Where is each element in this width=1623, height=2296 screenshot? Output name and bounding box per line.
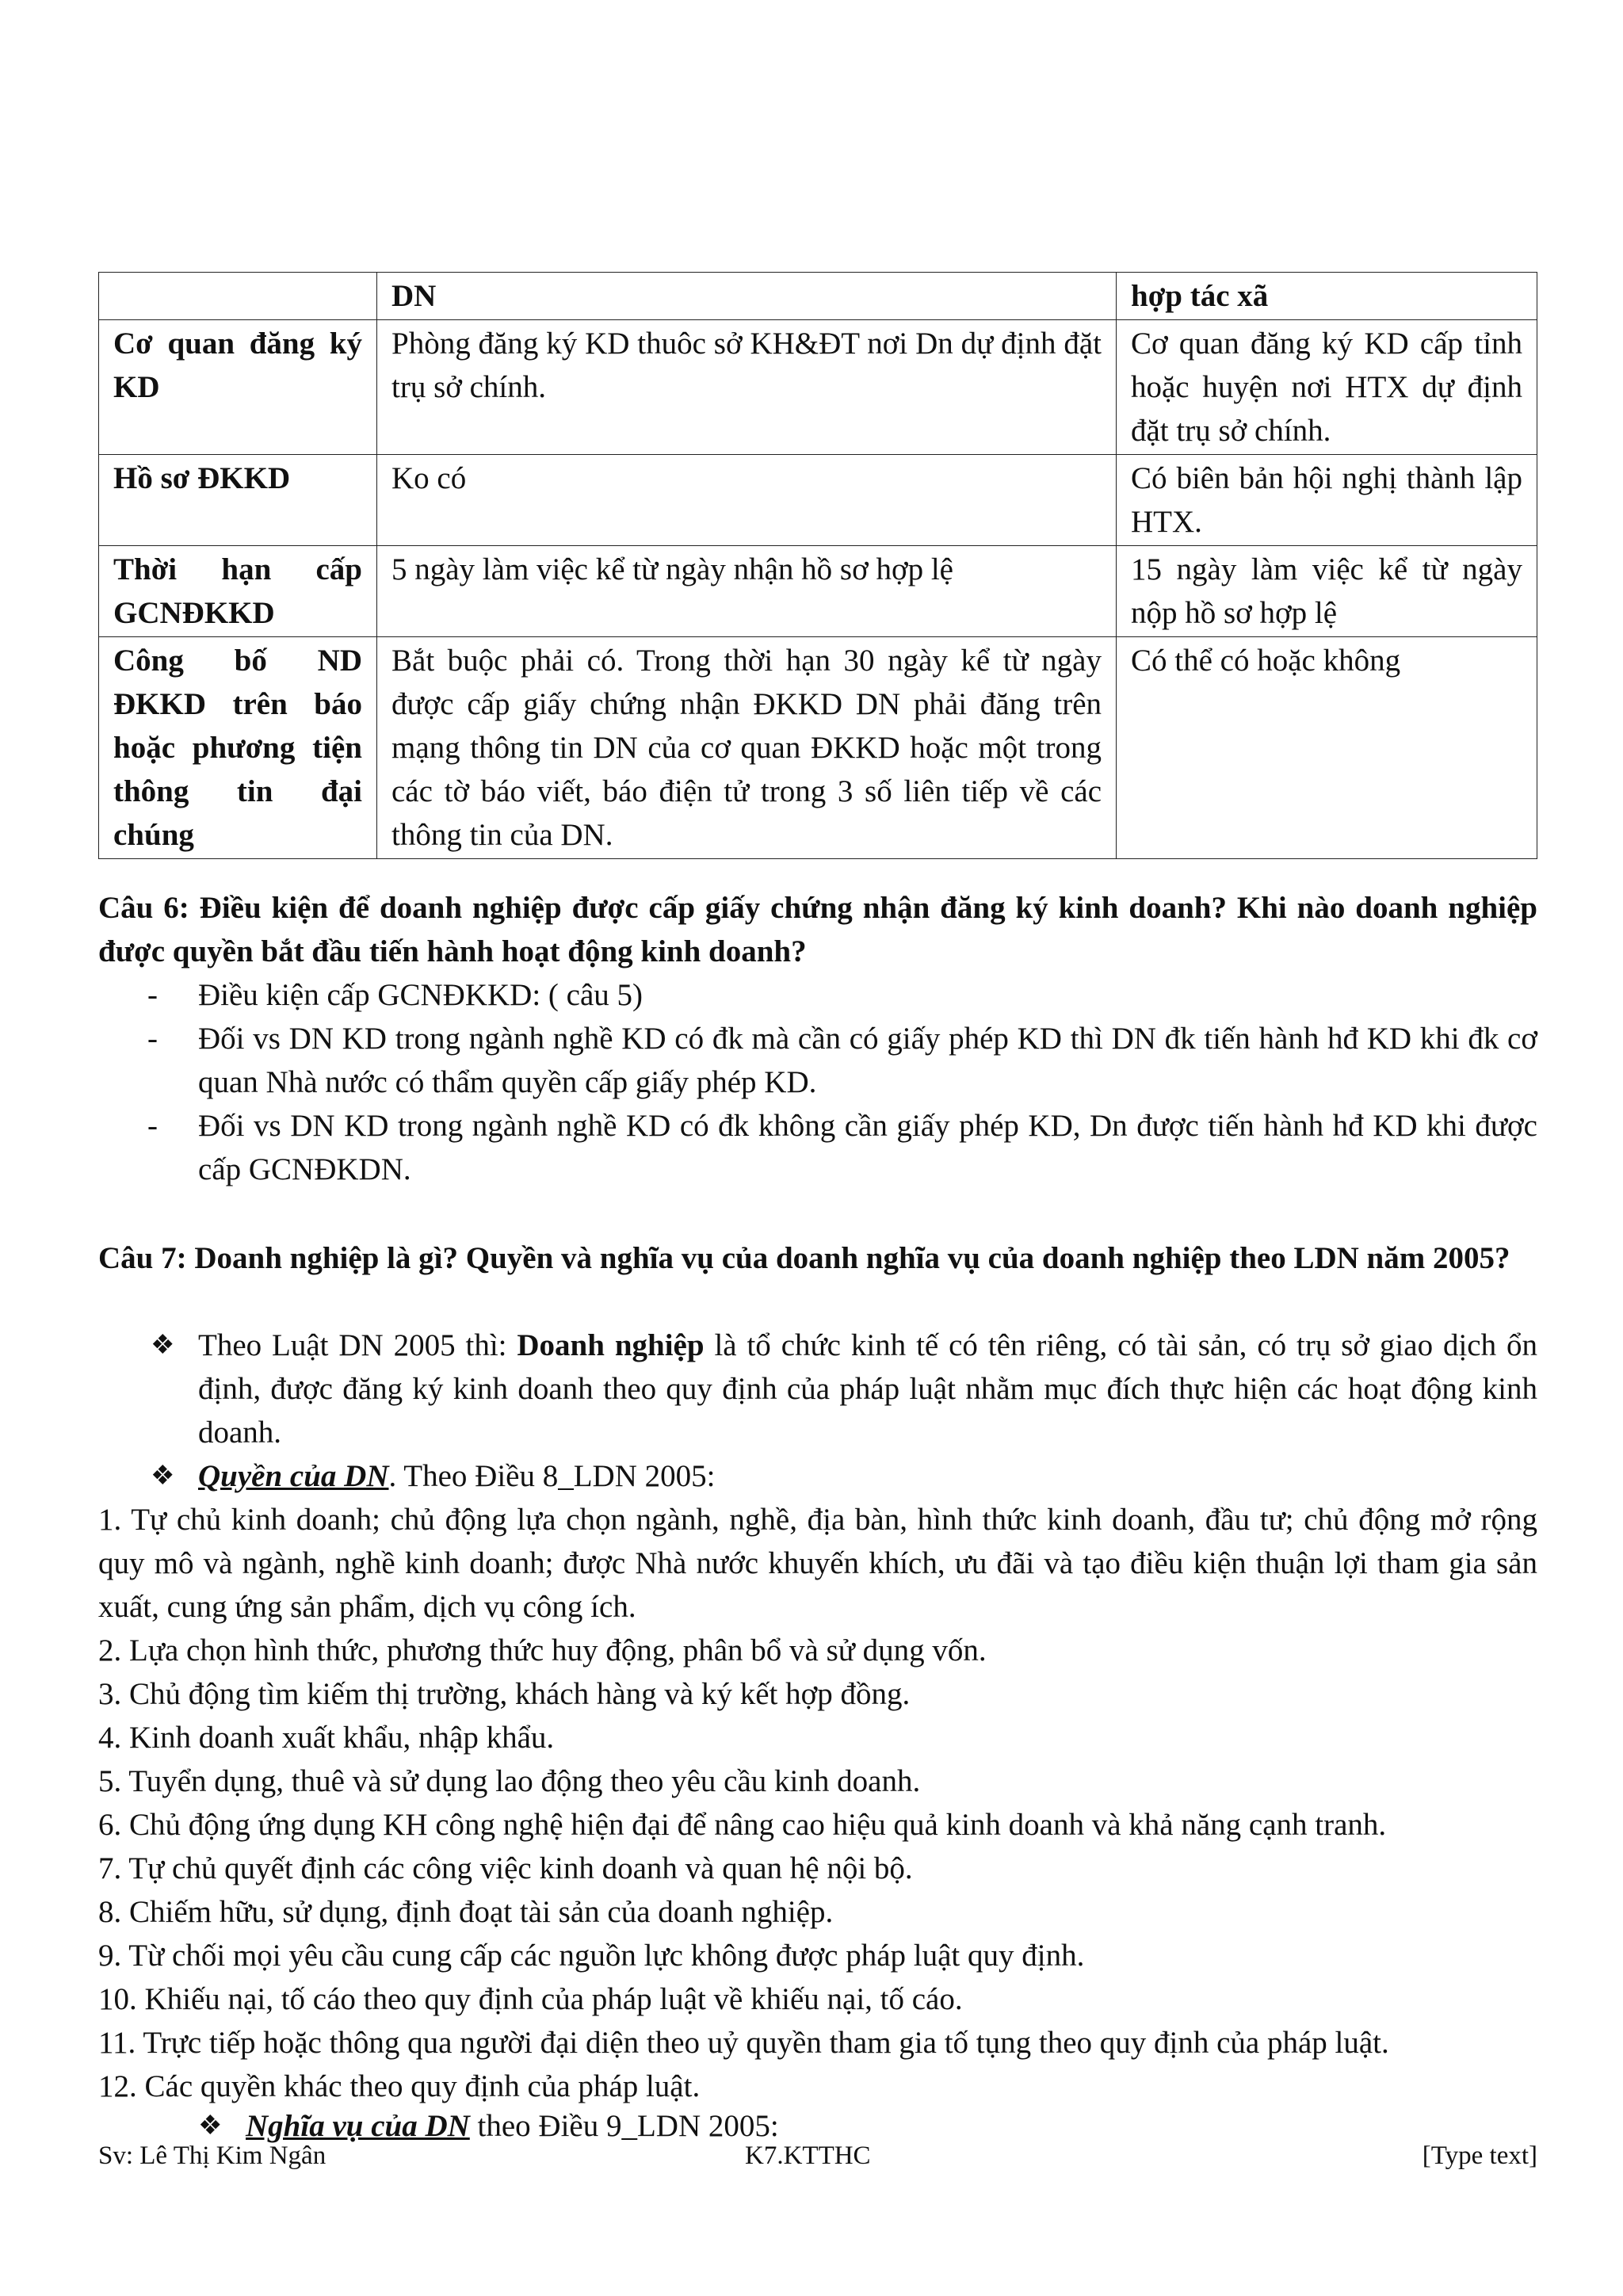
- rights-item: 7. Tự chủ quyết định các công việc kinh doanh và quan hệ nội bộ.: [98, 1851, 913, 1885]
- list-item: Đối vs DN KD trong ngành nghề KD có đk không cần giấy phép KD, Dn được tiến hành hđ KD khi được cấp GCNĐKDN.: [198, 1109, 1537, 1186]
- row-htx-cell: 15 ngày làm việc kể từ ngày nộp hồ sơ hợp lệ: [1117, 546, 1537, 637]
- duties-title: Nghĩa vụ của DN: [246, 2109, 470, 2143]
- footer-placeholder: [Type text]: [1422, 2141, 1537, 2170]
- list-item: Đối vs DN KD trong ngành nghề KD có đk mà cần có giấy phép KD thì DN đk tiến hành hđ KD khi đk cơ quan Nhà nước có thẩm quyền cấp giấy phép KD.: [198, 1022, 1537, 1099]
- row-label: Hồ sơ ĐKKD: [99, 455, 377, 546]
- rights-item: 1. Tự chủ kinh doanh; chủ động lựa chọn ngành, nghề, địa bàn, hình thức kinh doanh, đầu tư; chủ động mở rộng quy mô và ngành, nghề kinh doanh; được Nhà nước khuyến khích, ưu đãi và tạo điều kiện thuận lợi tham gia sản xuất, cung ứng sản phẩm, dịch vụ công ích.: [98, 1503, 1537, 1624]
- rights-item: 3. Chủ động tìm kiếm thị trường, khách hàng và ký kết hợp đồng.: [98, 1677, 911, 1711]
- dash-bullet: -: [147, 1109, 158, 1143]
- comparison-table: [98, 272, 1537, 859]
- rights-item: 10. Khiếu nại, tố cáo theo quy định của pháp luật về khiếu nại, tố cáo.: [98, 1982, 963, 2016]
- table-row: [99, 546, 1537, 637]
- row-dn-cell: Bắt buộc phải có. Trong thời hạn 30 ngày kể từ ngày được cấp giấy chứng nhận ĐKKD DN phải đăng trên mạng thông tin DN của cơ quan ĐKKD hoặc một trong các tờ báo viết, báo điện tử trong 3 số liên tiếp về các thông tin của DN.: [377, 637, 1117, 859]
- row-label: Công bố ND ĐKKD trên báo hoặc phương tiện thông tin đại chúng: [99, 637, 377, 859]
- dash-bullet: -: [147, 978, 158, 1012]
- definition-text: là tổ chức kinh tế có tên riêng, có tài sản, có trụ sở giao dịch ổn định, được đăng ký kinh doanh theo quy định của pháp luật nhằm mục đích thực hiện các hoạt động kinh doanh.: [198, 1328, 1537, 1450]
- question-7-heading: Câu 7: Doanh nghiệp là gì? Quyền và nghĩa vụ của doanh nghĩa vụ của doanh nghiệp theo LDN năm 2005?: [98, 1241, 1510, 1275]
- row-htx-cell: Có thể có hoặc không: [1117, 637, 1537, 859]
- table-header-cell-htx: hợp tác xã: [1117, 273, 1537, 320]
- diamond-bullet-icon: ❖: [198, 2111, 223, 2141]
- row-dn-cell: Phòng đăng ký KD thuôc sở KH&ĐT nơi Dn dự định đặt trụ sở chính.: [377, 320, 1117, 455]
- definition-prefix: Theo Luật DN 2005 thì:: [198, 1328, 517, 1362]
- definition-term: Doanh nghiệp: [517, 1328, 705, 1362]
- rights-item: 6. Chủ động ứng dụng KH công nghệ hiện đại để nâng cao hiệu quả kinh doanh và khả năng cạnh tranh.: [98, 1808, 1387, 1842]
- table-row: [99, 455, 1537, 546]
- footer-class-code: K7.KTTHC: [745, 2141, 871, 2170]
- table-row: [99, 637, 1537, 859]
- rights-heading: [198, 1454, 1537, 1498]
- definition-paragraph: [198, 1324, 1537, 1454]
- footer-student-name: Sv: Lê Thị Kim Ngân: [98, 2141, 327, 2170]
- row-htx-cell: Cơ quan đăng ký KD cấp tỉnh hoặc huyện nơi HTX dự định đặt trụ sở chính.: [1117, 320, 1537, 455]
- table-row: [99, 320, 1537, 455]
- diamond-bullet-icon: ❖: [151, 1461, 175, 1491]
- rights-item: 8. Chiếm hữu, sử dụng, định đoạt tài sản của doanh nghiệp.: [98, 1895, 834, 1929]
- row-dn-cell: 5 ngày làm việc kể từ ngày nhận hồ sơ hợp lệ: [377, 546, 1117, 637]
- rights-item: 9. Từ chối mọi yêu cầu cung cấp các nguồn lực không được pháp luật quy định.: [98, 1939, 1085, 1973]
- table-header-row: [99, 273, 1537, 320]
- table-header-cell-dn: DN: [377, 273, 1117, 320]
- question-6-heading: Câu 6: Điều kiện để doanh nghiệp được cấp giấy chứng nhận đăng ký kinh doanh? Khi nào doanh nghiệp được quyền bắt đầu tiến hành hoạt động kinh doanh?: [98, 891, 1537, 968]
- row-htx-cell: Có biên bản hội nghị thành lập HTX.: [1117, 455, 1537, 546]
- rights-item: 12. Các quyền khác theo quy định của pháp luật.: [98, 2069, 701, 2103]
- row-dn-cell: Ko có: [377, 455, 1117, 546]
- rights-item: 11. Trực tiếp hoặc thông qua người đại diện theo uỷ quyền tham gia tố tụng theo quy định của pháp luật.: [98, 2026, 1389, 2060]
- rights-item: 2. Lựa chọn hình thức, phương thức huy động, phân bổ và sử dụng vốn.: [98, 1633, 987, 1668]
- list-item: Điều kiện cấp GCNĐKKD: ( câu 5): [198, 978, 643, 1012]
- duties-suffix: theo Điều 9_LDN 2005:: [469, 2109, 779, 2143]
- row-label: Cơ quan đăng ký KD: [99, 320, 377, 455]
- row-label: Thời hạn cấp GCNĐKKD: [99, 546, 377, 637]
- diamond-bullet-icon: ❖: [151, 1331, 175, 1360]
- table-header-cell-empty: [99, 273, 377, 320]
- rights-title: Quyền của DN: [198, 1459, 389, 1493]
- rights-item: 5. Tuyển dụng, thuê và sử dụng lao động theo yêu cầu kinh doanh.: [98, 1764, 921, 1798]
- rights-suffix: . Theo Điều 8_LDN 2005:: [388, 1459, 716, 1493]
- rights-item: 4. Kinh doanh xuất khẩu, nhập khẩu.: [98, 1721, 555, 1755]
- dash-bullet: -: [147, 1022, 158, 1056]
